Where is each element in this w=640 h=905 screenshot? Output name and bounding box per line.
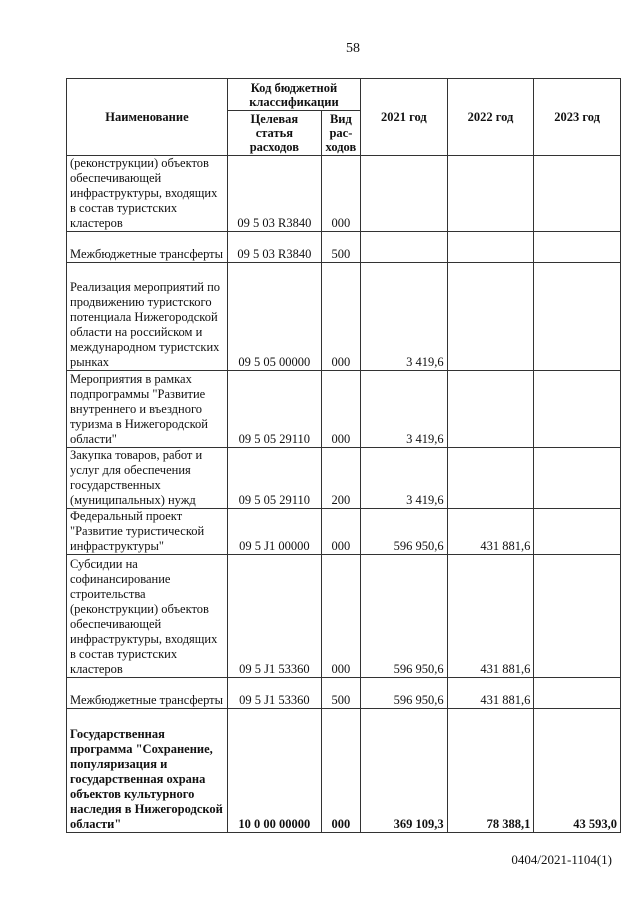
row-2021: 596 950,6 — [361, 509, 448, 555]
table-row — [67, 709, 621, 833]
row-2023 — [534, 509, 621, 555]
row-2023 — [534, 263, 621, 371]
row-code: 09 5 03 R3840 — [227, 232, 321, 263]
table-row — [67, 555, 621, 678]
row-name: Межбюджетные трансферты — [67, 232, 228, 263]
page-number: 58 — [346, 41, 360, 56]
header-2021: 2021 год — [361, 79, 448, 156]
header-kind: Вид рас-ходов — [321, 111, 360, 156]
table-row — [67, 678, 621, 709]
row-kind: 000 — [321, 156, 360, 232]
row-2022: 431 881,6 — [447, 509, 534, 555]
row-name: Реализация мероприятий по продвижению туристского потенциала Нижегородской области на российском и международном туристских рынках — [67, 263, 228, 371]
row-name: Межбюджетные трансферты — [67, 678, 228, 709]
row-2021: 596 950,6 — [361, 555, 448, 678]
row-2021: 3 419,6 — [361, 448, 448, 509]
row-code: 10 0 00 00000 — [227, 709, 321, 833]
row-kind: 000 — [321, 555, 360, 678]
row-2021: 596 950,6 — [361, 678, 448, 709]
row-2023 — [534, 448, 621, 509]
row-code: 09 5 J1 53360 — [227, 555, 321, 678]
header-kbk: Код бюджетной классификации — [227, 79, 360, 111]
row-kind: 500 — [321, 678, 360, 709]
table-row — [67, 371, 621, 448]
row-2022 — [447, 448, 534, 509]
row-2023 — [534, 156, 621, 232]
row-kind: 000 — [321, 371, 360, 448]
row-name: (реконструкции) объектов обеспечивающей инфраструктуры, входящих в состав туристских кластеров — [67, 156, 228, 232]
row-2021 — [361, 156, 448, 232]
row-kind: 000 — [321, 509, 360, 555]
row-name: Федеральный проект "Развитие туристической инфраструктуры" — [67, 509, 228, 555]
row-2022: 431 881,6 — [447, 555, 534, 678]
table-row — [67, 509, 621, 555]
budget-table — [66, 78, 621, 833]
row-kind: 000 — [321, 709, 360, 833]
header-2023: 2023 год — [534, 79, 621, 156]
row-code: 09 5 05 29110 — [227, 371, 321, 448]
table-row — [67, 448, 621, 509]
row-kind: 500 — [321, 232, 360, 263]
row-2022 — [447, 371, 534, 448]
row-2023 — [534, 678, 621, 709]
table-row — [67, 232, 621, 263]
header-name: Наименование — [67, 79, 228, 156]
row-name: Государственная программа "Сохранение, популяризация и государственная охрана объектов культурного наследия в Нижегородской области" — [67, 709, 228, 833]
row-kind: 200 — [321, 448, 360, 509]
row-name: Закупка товаров, работ и услуг для обеспечения государственных (муниципальных) нужд — [67, 448, 228, 509]
table-row — [67, 263, 621, 371]
row-2021: 3 419,6 — [361, 371, 448, 448]
row-2023 — [534, 371, 621, 448]
row-code: 09 5 03 R3840 — [227, 156, 321, 232]
row-code: 09 5 J1 00000 — [227, 509, 321, 555]
row-2022 — [447, 156, 534, 232]
header-2022: 2022 год — [447, 79, 534, 156]
row-name: Субсидии на софинансирование строительства (реконструкции) объектов обеспечивающей инфраструктуры, входящих в состав туристских кластеров — [67, 555, 228, 678]
header-target: Целевая статья расходов — [227, 111, 321, 156]
row-2022 — [447, 263, 534, 371]
row-kind: 000 — [321, 263, 360, 371]
row-code: 09 5 J1 53360 — [227, 678, 321, 709]
row-2023: 43 593,0 — [534, 709, 621, 833]
row-2021: 369 109,3 — [361, 709, 448, 833]
row-2023 — [534, 555, 621, 678]
row-name: Мероприятия в рамках подпрограммы "Развитие внутреннего и въездного туризма в Нижегородской области" — [67, 371, 228, 448]
row-2022 — [447, 232, 534, 263]
row-2023 — [534, 232, 621, 263]
row-code: 09 5 05 29110 — [227, 448, 321, 509]
document-code: 0404/2021-1104(1) — [511, 852, 612, 867]
row-code: 09 5 05 00000 — [227, 263, 321, 371]
row-2021: 3 419,6 — [361, 263, 448, 371]
row-2021 — [361, 232, 448, 263]
table-row — [67, 156, 621, 232]
row-2022: 78 388,1 — [447, 709, 534, 833]
row-2022: 431 881,6 — [447, 678, 534, 709]
